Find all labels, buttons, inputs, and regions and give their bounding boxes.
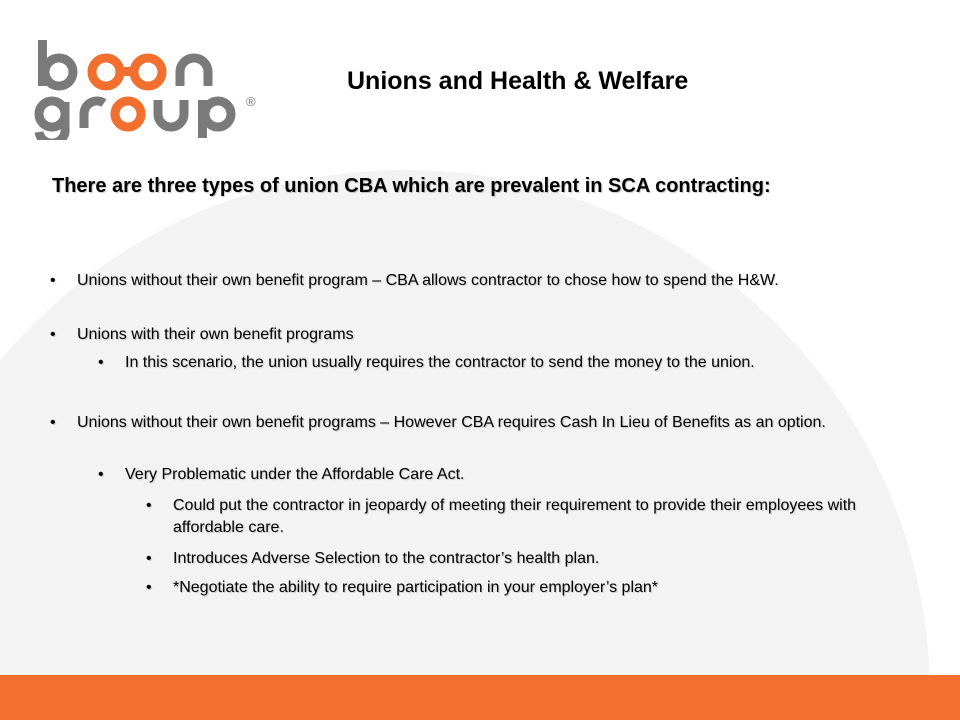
bullet-dot: •: [98, 354, 104, 371]
bullet-dot: •: [50, 272, 56, 289]
bullet-text: Very Problematic under the Affordable Care Act.: [125, 466, 465, 483]
bullet-dot: •: [50, 326, 56, 343]
background-circle: [0, 170, 930, 720]
bullet-item: [98, 464, 885, 486]
bullet-dot: •: [146, 497, 152, 514]
bullet-item: [146, 577, 873, 599]
slide-subtitle: There are three types of union CBA which are prevalent in SCA contracting:: [52, 175, 771, 197]
bullet-dot: •: [146, 550, 152, 567]
bullet-dot: •: [98, 466, 104, 483]
bullet-dot: •: [146, 579, 152, 596]
bullet-text: Could put the contractor in jeopardy of meeting their requirement to provide their employees with affordable care.: [173, 497, 857, 536]
bullet-text: Introduces Adverse Selection to the contractor’s health plan.: [173, 550, 600, 567]
bullet-dot: •: [50, 414, 56, 431]
bullet-item: [98, 352, 885, 374]
bullet-text: Unions without their own benefit program – CBA allows contractor to chose how to spend the H&W.: [77, 272, 779, 289]
bullet-text: *Negotiate the ability to require participation in your employer’s plan*: [173, 579, 659, 596]
boon-group-logo: [32, 36, 264, 140]
logo-graphic: [32, 36, 264, 140]
bullet-item: [146, 548, 873, 570]
footer-bar: [0, 675, 960, 720]
bullet-item: [146, 495, 873, 539]
registered-mark: ®: [246, 94, 256, 109]
slide-title: Unions and Health & Welfare: [347, 67, 689, 95]
bullet-text: Unions with their own benefit programs: [77, 326, 354, 343]
bullet-item: [50, 412, 877, 434]
bullet-item: [50, 324, 877, 346]
logo-wordmark: [38, 40, 231, 140]
bullet-text: In this scenario, the union usually requires the contractor to send the money to the union.: [125, 354, 755, 371]
bullet-item: [50, 270, 877, 292]
bullet-text: Unions without their own benefit programs – However CBA requires Cash In Lieu of Benefits as an option.: [77, 414, 826, 431]
